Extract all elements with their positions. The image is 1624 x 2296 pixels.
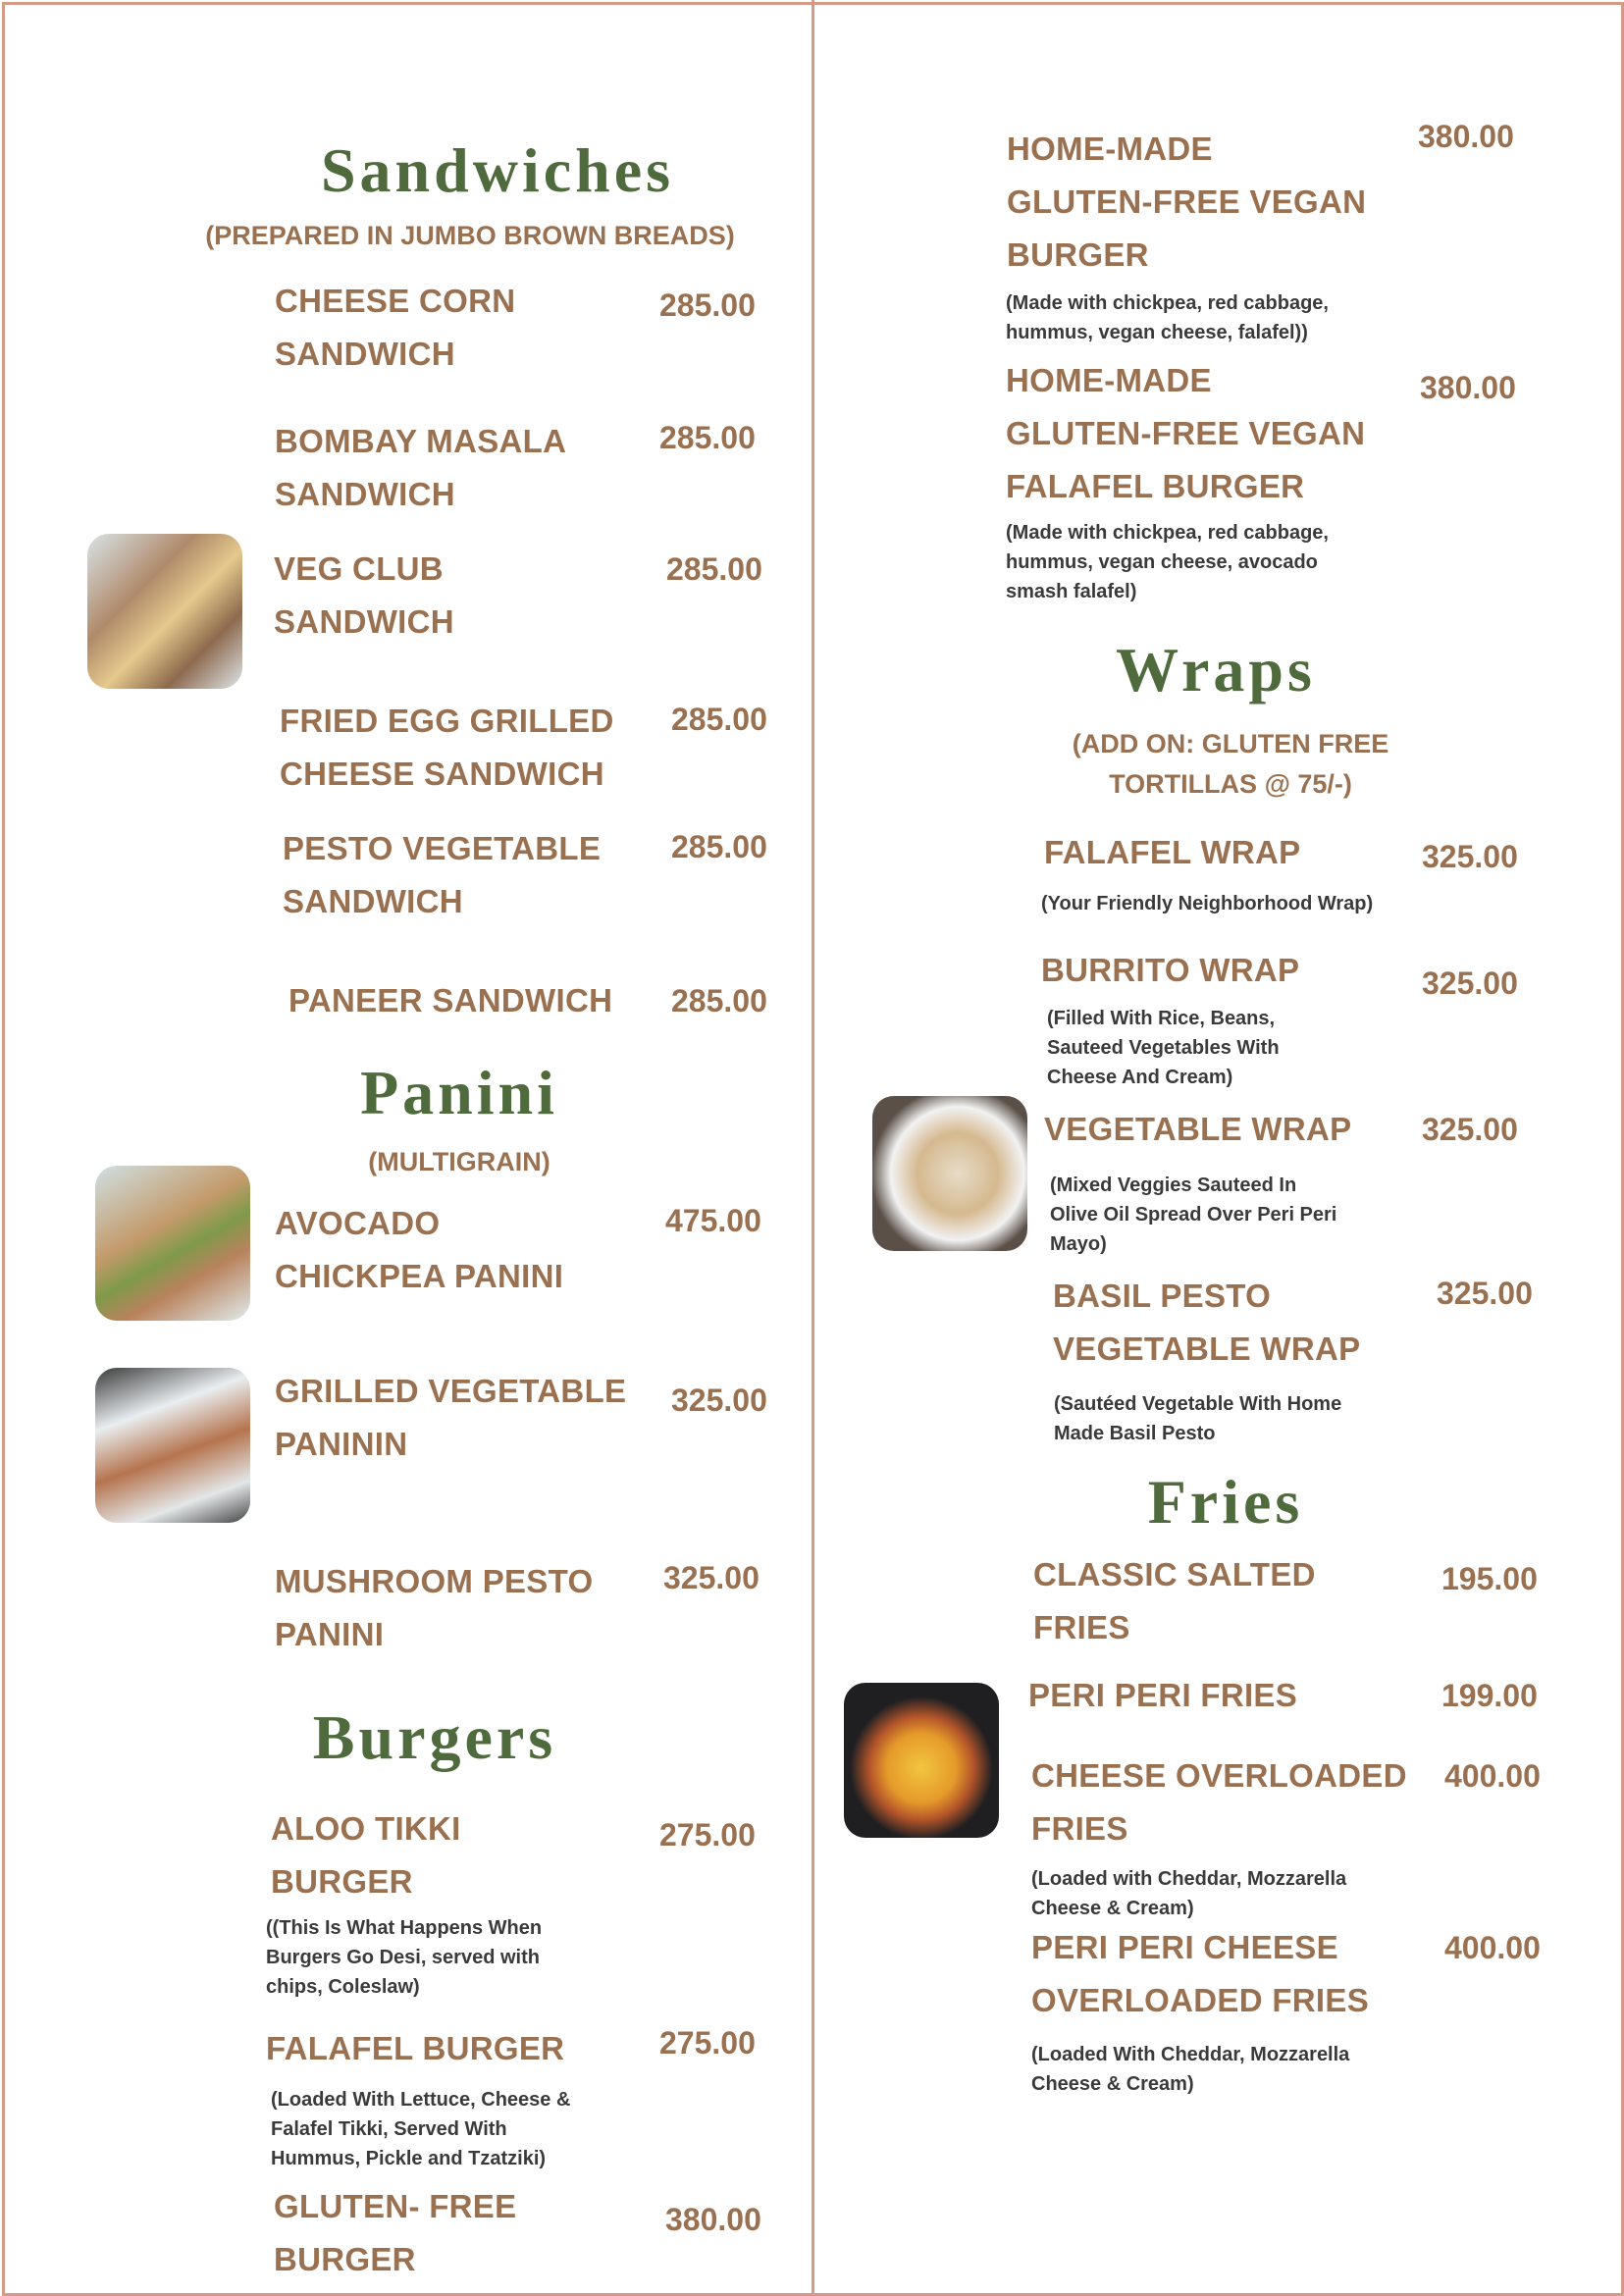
avocado-panini-photo — [95, 1166, 250, 1321]
item-name: MUSHROOM PESTO PANINI — [275, 1563, 594, 1652]
item-name: PERI PERI FRIES — [1028, 1677, 1298, 1713]
item-name: GLUTEN- FREE BURGER — [274, 2188, 517, 2277]
item-description: (Filled With Rice, Beans, Sauteed Vegetables With Cheese And Cream) — [1047, 1008, 1280, 1088]
item-description: (Your Friendly Neighborhood Wrap) — [1041, 893, 1374, 914]
item-price: 325.00 — [671, 1383, 767, 1418]
item-price: 199.00 — [1441, 1678, 1538, 1713]
section-title-sandwiches: Sandwiches — [320, 135, 675, 205]
item-name: PESTO VEGETABLE SANDWICH — [283, 830, 602, 919]
item-price: 325.00 — [1422, 965, 1518, 1001]
item-price: 380.00 — [1420, 370, 1516, 405]
item-price: 325.00 — [1422, 839, 1518, 874]
item-name: HOME-MADE GLUTEN-FREE VEGAN FALAFEL BURGER — [1006, 362, 1366, 504]
item-name: CHEESE OVERLOADED FRIES — [1031, 1757, 1407, 1847]
item-name: BURRITO WRAP — [1041, 952, 1300, 988]
item-price: 325.00 — [663, 1560, 760, 1595]
item-description: (Made with chickpea, red cabbage, hummus, vegan cheese, falafel)) — [1006, 292, 1329, 343]
item-name: BASIL PESTO VEGETABLE WRAP — [1053, 1278, 1361, 1367]
item-name: VEGETABLE WRAP — [1044, 1111, 1352, 1147]
item-price: 285.00 — [659, 287, 756, 323]
section-title-panini: Panini — [360, 1058, 558, 1127]
item-description: (Made with chickpea, red cabbage, hummus, vegan cheese, avocado smash falafel) — [1006, 522, 1329, 602]
item-price: 285.00 — [659, 420, 756, 455]
item-price: 400.00 — [1444, 1758, 1541, 1794]
item-name: FRIED EGG GRILLED CHEESE SANDWICH — [280, 703, 614, 792]
item-price: 275.00 — [659, 1817, 756, 1852]
item-price: 325.00 — [1422, 1112, 1518, 1147]
item-price: 285.00 — [671, 702, 767, 737]
item-name: CLASSIC SALTED FRIES — [1033, 1556, 1316, 1645]
item-price: 285.00 — [671, 983, 767, 1018]
vegetable-wrap-photo — [872, 1096, 1027, 1251]
section-title-burgers: Burgers — [312, 1702, 557, 1772]
item-name: ALOO TIKKI BURGER — [271, 1810, 461, 1900]
item-price: 325.00 — [1437, 1276, 1533, 1311]
item-name: HOME-MADE GLUTEN-FREE VEGAN BURGER — [1007, 130, 1367, 273]
section-title-fries: Fries — [1147, 1467, 1304, 1537]
item-description: (Loaded with Cheddar, Mozzarella Cheese & Cream) — [1031, 1868, 1347, 1919]
item-price: 275.00 — [659, 2025, 756, 2061]
item-name: AVOCADO CHICKPEA PANINI — [275, 1205, 564, 1294]
item-name: BOMBAY MASALA SANDWICH — [275, 423, 567, 512]
item-name: GRILLED VEGETABLE PANININ — [275, 1373, 627, 1462]
section-subtitle-wraps: (ADD ON: GLUTEN FREE TORTILLAS @ 75/-) — [1072, 729, 1389, 799]
item-description: (Mixed Veggies Sauteed In Olive Oil Spread Over Peri Peri Mayo) — [1050, 1174, 1337, 1255]
section-title-wraps: Wraps — [1116, 635, 1316, 704]
item-name: CHEESE CORN SANDWICH — [275, 283, 516, 372]
item-description: (Loaded With Cheddar, Mozzarella Cheese & Cream) — [1031, 2044, 1350, 2095]
item-description: (Sautéed Vegetable With Home Made Basil Pesto — [1054, 1393, 1342, 1444]
item-price: 285.00 — [666, 551, 762, 587]
item-description: ((This Is What Happens When Burgers Go Desi, served with chips, Coleslaw) — [266, 1917, 543, 1998]
veg-club-sandwich-photo — [87, 534, 242, 689]
fries-photo — [844, 1683, 999, 1838]
item-name: VEG CLUB SANDWICH — [274, 550, 454, 640]
item-name: PANEER SANDWICH — [288, 982, 613, 1018]
section-subtitle-sandwiches: (PREPARED IN JUMBO BROWN BREADS) — [205, 221, 735, 250]
item-price: 475.00 — [665, 1203, 761, 1238]
column-divider — [812, 0, 814, 2296]
grilled-vegetable-panini-photo — [95, 1368, 250, 1523]
item-name: FALAFEL BURGER — [266, 2030, 565, 2066]
item-price: 380.00 — [665, 2202, 761, 2237]
item-price: 195.00 — [1441, 1561, 1538, 1596]
section-subtitle-panini: (MULTIGRAIN) — [368, 1147, 550, 1176]
item-price: 400.00 — [1444, 1930, 1541, 1965]
item-price: 285.00 — [671, 829, 767, 864]
item-name: PERI PERI CHEESE OVERLOADED FRIES — [1031, 1929, 1370, 2018]
item-name: FALAFEL WRAP — [1044, 834, 1301, 870]
item-description: (Loaded With Lettuce, Cheese & Falafel Tikki, Served With Hummus, Pickle and Tzatziki) — [271, 2089, 571, 2169]
item-price: 380.00 — [1418, 119, 1514, 154]
